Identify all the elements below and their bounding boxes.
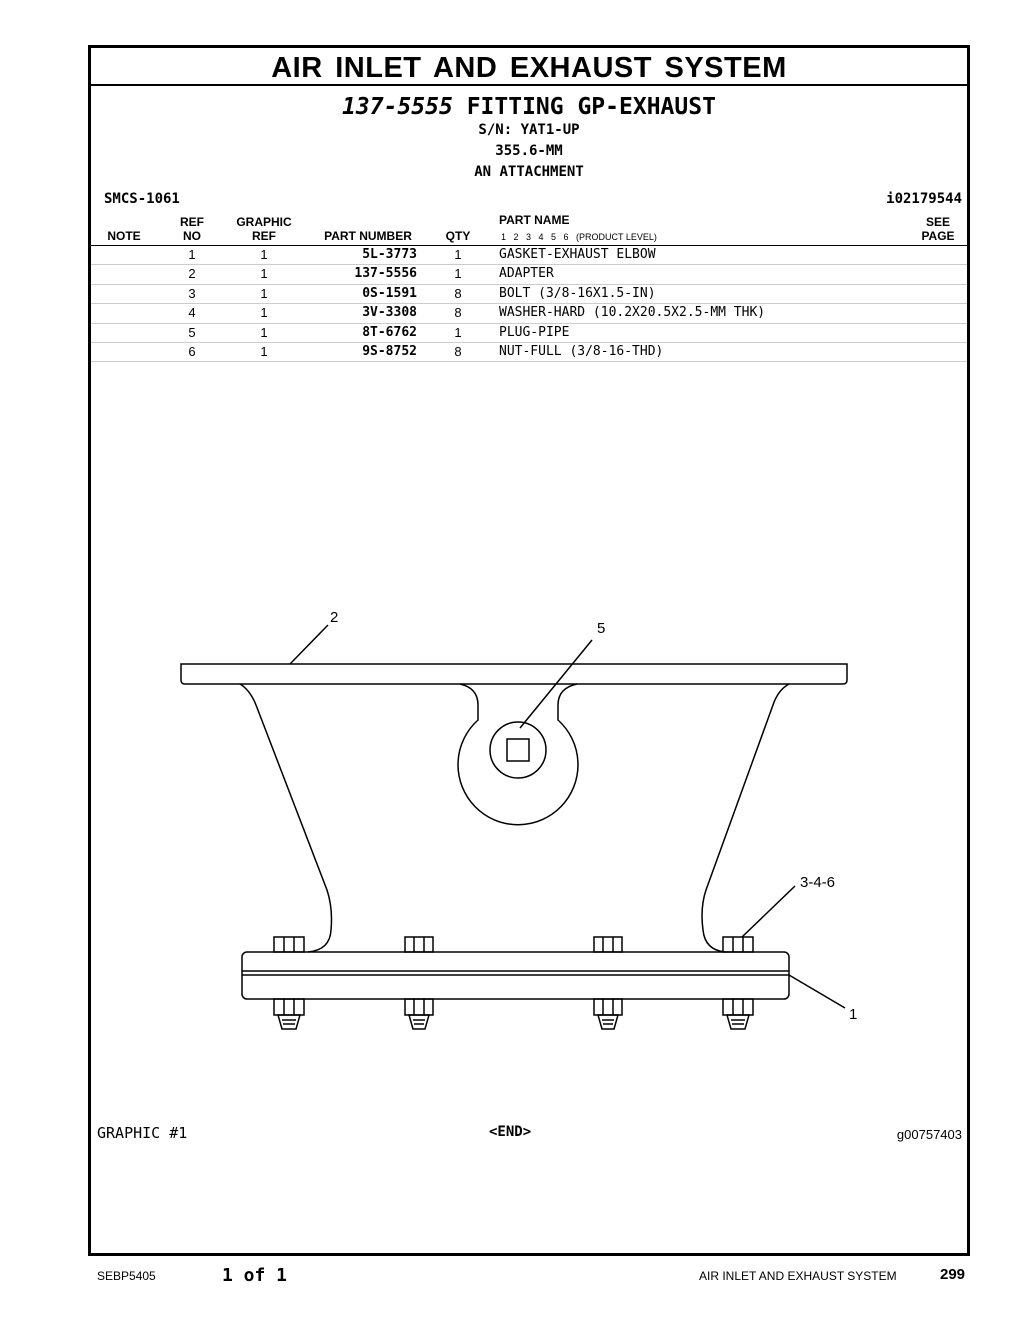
leader-line-2 (290, 625, 328, 664)
part-name: BOLT (3/8-16X1.5-IN) (499, 285, 656, 301)
ref-no: 4 (188, 305, 196, 321)
bolt-heads (274, 937, 753, 952)
header-ref-top: REF (180, 215, 204, 229)
header-ref-bottom: NO (183, 229, 201, 243)
header-see-bottom: PAGE (921, 229, 955, 243)
ref-no: 5 (188, 324, 196, 340)
end-label: <END> (489, 1124, 532, 1140)
group-number: 137-5555 (342, 94, 453, 120)
part-number: 8T-6762 (362, 324, 417, 340)
plug-boss-circle (490, 722, 546, 778)
header-part-name: PART NAME (499, 213, 570, 227)
graphic-ref: 1 (260, 247, 268, 262)
footer-document-number: SEBP5405 (97, 1269, 156, 1283)
ref-no: 2 (188, 266, 196, 282)
plug-boss (458, 684, 578, 825)
part-name: ADAPTER (499, 266, 554, 282)
part-name: NUT-FULL (3/8-16-THD) (499, 343, 664, 359)
attachment-label: AN ATTACHMENT (474, 164, 584, 180)
quantity: 8 (454, 285, 462, 301)
header-graphic-bottom: REF (252, 229, 276, 243)
header-note: NOTE (107, 229, 141, 243)
leader-line-3-4-6 (742, 886, 795, 937)
part-name: PLUG-PIPE (499, 324, 570, 340)
adapter-right-wall (702, 684, 789, 952)
header-see-top: SEE (925, 215, 950, 229)
header-part-number: PART NUMBER (324, 229, 412, 243)
header-product-levels: 1 2 3 4 5 6 (PRODUCT LEVEL) (501, 232, 657, 242)
nuts (274, 999, 753, 1029)
size-spec: 355.6-MM (495, 143, 563, 159)
header-graphic-top: GRAPHIC (236, 215, 292, 229)
header-qty: QTY (445, 229, 471, 243)
part-name: WASHER-HARD (10.2X20.5X2.5-MM THK) (499, 305, 766, 321)
callout-3-4-6: 3-4-6 (800, 874, 836, 891)
part-name: GASKET-EXHAUST ELBOW (499, 247, 656, 262)
callout-2: 2 (330, 609, 339, 626)
part-number: 137-5556 (354, 266, 417, 282)
graphic-ref: 1 (260, 343, 268, 359)
graphic-ref: 1 (260, 305, 268, 321)
quantity: 1 (454, 266, 462, 282)
ref-no: 3 (188, 285, 196, 301)
part-number: 9S-8752 (362, 343, 417, 359)
serial-number: S/N: YAT1-UP (478, 122, 580, 138)
section-title: AIR INLET AND EXHAUST SYSTEM (91, 48, 967, 86)
graphic-label: GRAPHIC #1 (97, 1124, 188, 1142)
quantity: 8 (454, 343, 462, 359)
group-name: FITTING GP-EXHAUST (466, 94, 716, 120)
plug-square-drive (507, 739, 529, 761)
ref-no: 6 (188, 343, 196, 359)
graphic-ref: 1 (260, 266, 268, 282)
leader-line-1 (789, 975, 845, 1008)
callout-5: 5 (597, 620, 606, 637)
footer-page-count: 1 of 1 (222, 1265, 288, 1286)
quantity: 8 (454, 305, 462, 321)
callout-1: 1 (849, 1006, 858, 1023)
document-identifier: i02179544 (886, 191, 962, 207)
part-number: 5L-3773 (362, 247, 417, 262)
part-number: 3V-3308 (362, 305, 417, 321)
graphic-ref: 1 (260, 285, 268, 301)
graphic-ref: 1 (260, 324, 268, 340)
part-number: 0S-1591 (362, 285, 417, 301)
smcs-code: SMCS-1061 (104, 191, 180, 207)
footer-page-number: 299 (940, 1266, 966, 1283)
footer-system-name: AIR INLET AND EXHAUST SYSTEM (699, 1269, 897, 1283)
graphic-id: g00757403 (896, 1127, 962, 1142)
adapter-left-wall (240, 684, 332, 952)
adapter-top-plate (181, 664, 847, 684)
quantity: 1 (454, 324, 462, 340)
quantity: 1 (454, 247, 462, 262)
ref-no: 1 (188, 247, 196, 262)
